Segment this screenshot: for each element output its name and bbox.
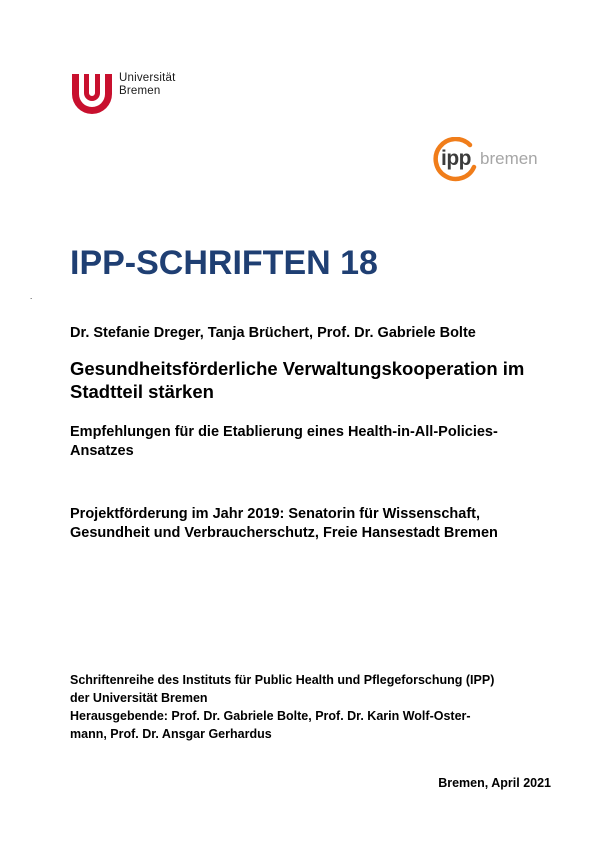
editors-line: mann, Prof. Dr. Ansgar Gerhardus — [70, 727, 272, 741]
place-date: Bremen, April 2021 — [438, 776, 551, 790]
university-name-line1: Universität — [119, 72, 176, 84]
ipp-logo-word: ipp — [441, 147, 471, 170]
document-subtitle: Empfehlungen für die Etablierung eines Health-in-All-Policies-Ansatzes — [70, 424, 498, 459]
authors: Dr. Stefanie Dreger, Tanja Brüchert, Prof. Dr. Gabriele Bolte — [70, 325, 476, 341]
series-publisher-info — [70, 671, 560, 743]
series-info-line: der Universität Bremen — [70, 691, 208, 705]
ipp-logo-suffix: bremen — [480, 149, 538, 168]
university-name-line2: Bremen — [119, 85, 161, 97]
document-title: Gesundheitsförderliche Verwaltungskooperation im Stadtteil stärken — [70, 358, 525, 402]
funding-note: Projektförderung im Jahr 2019: Senatorin für Wissenschaft, Gesundheit und Verbraucherschutz, Freie Hansestadt Bremen — [70, 506, 498, 541]
university-bremen-logo — [70, 72, 200, 116]
university-name — [119, 72, 176, 98]
stray-marker: . — [30, 292, 33, 301]
university-u-emblem-icon — [70, 72, 114, 116]
series-title: IPP-SCHRIFTEN 18 — [70, 244, 378, 282]
series-info-line: Schriftenreihe des Instituts für Public Health und Pflegeforschung (IPP) — [70, 673, 495, 687]
ipp-bremen-logo — [432, 137, 552, 185]
editors-line: Herausgebende: Prof. Dr. Gabriele Bolte, Prof. Dr. Karin Wolf-Oster- — [70, 709, 471, 723]
